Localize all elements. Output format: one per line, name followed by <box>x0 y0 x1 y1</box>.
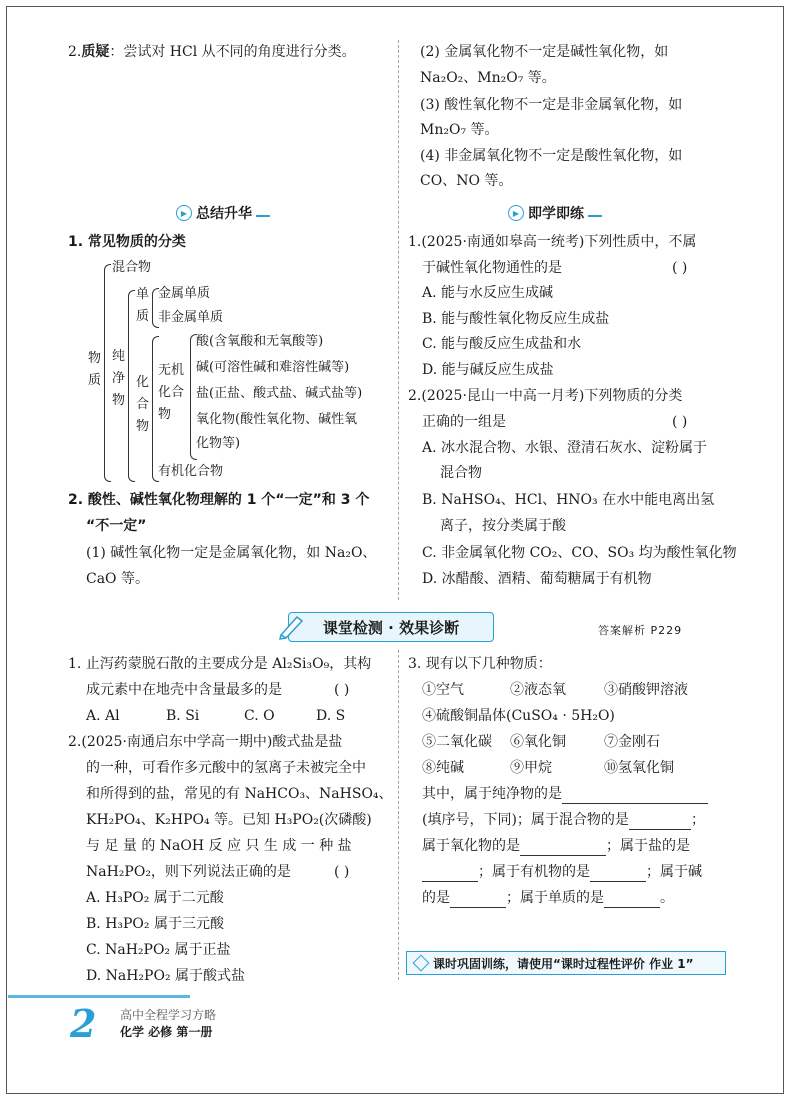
item-6: ⑥氧化铜 <box>510 734 566 750</box>
test-q2-line-5: NaH₂PO₂，则下列说法正确的是 <box>86 864 291 880</box>
summary-heading: ▶ 总结升华 <box>176 203 270 223</box>
summary-p1a: (1) 碱性氧化物一定是金属氧化物，如 Na₂O、 <box>86 545 377 561</box>
item-3: ③硝酸钾溶液 <box>604 682 688 698</box>
test-q1-paren: ( ) <box>334 682 350 698</box>
test-q1-opt-b: B. Si <box>166 708 200 724</box>
fill-line-4: ；属于有机物的是 ；属于碱 <box>422 862 702 882</box>
item-8: ⑧纯碱 <box>422 760 464 776</box>
practice-q2-opt-b1: B. NaHSO₄、HCl、HNO₃ 在水中能电离出氢 <box>422 492 715 508</box>
summary-title-2b: “不一定” <box>86 518 147 534</box>
tree-inorganic: 无机化合物 <box>158 363 185 422</box>
tree-nonmetal-simple: 非金属单质 <box>158 310 224 325</box>
practice-q1b: 于碱性氧化物通性的是 <box>422 260 562 276</box>
test-q1-opt-c: C. O <box>244 708 275 724</box>
practice-q1-opt-d: D. 能与碱反应生成盐 <box>422 362 554 378</box>
practice-q1a: 1.(2025·南通如皋高一统考)下列性质中，不属 <box>408 234 697 250</box>
tree-oxide-1: 氧化物(酸性氧化物、碱性氧 <box>196 412 358 427</box>
blank-mixture[interactable] <box>629 815 691 830</box>
right-top-line-0: (2) 金属氧化物不一定是碱性氧化物，如 <box>420 44 669 60</box>
item-1: ①空气 <box>422 682 464 698</box>
blank-salt[interactable] <box>422 867 478 882</box>
practice-q2-opt-d: D. 冰醋酸、酒精、葡萄糖属于有机物 <box>422 571 652 587</box>
tree-salt: 盐(正盐、酸式盐、碱式盐等) <box>196 386 363 401</box>
tree-brace-root <box>104 264 111 482</box>
summary-title-2a: 2. 酸性、碱性氧化物理解的 1 个“一定”和 3 个 <box>68 492 370 508</box>
blank-pure[interactable] <box>562 789 708 804</box>
footer-series: 高中全程学习方略 <box>120 1008 217 1022</box>
item-2: ②液态氧 <box>510 682 566 698</box>
blank-oxide[interactable] <box>520 841 606 856</box>
summary-p1b: CaO 等。 <box>86 571 149 587</box>
heading-underline <box>588 209 602 217</box>
test-q2-line-0: 2.(2025·南通启东中学高一期中)酸式盐是盐 <box>68 734 343 750</box>
practice-q2-opt-b2: 离子，按分类属于酸 <box>440 518 566 534</box>
column-divider-top <box>398 40 399 600</box>
practice-heading: ▶ 即学即练 <box>508 203 602 223</box>
practice-q2-opt-c: C. 非金属氧化物 CO₂、CO、SO₃ 均为酸性氧化物 <box>422 545 737 561</box>
practice-q2-opt-a2: 混合物 <box>440 465 482 481</box>
heading-underline <box>256 209 270 217</box>
tree-pure: 纯净物 <box>112 349 126 408</box>
blank-simple[interactable] <box>604 893 660 908</box>
summary-title-1: 1. 常见物质的分类 <box>68 234 186 250</box>
practice-q1-paren: ( ) <box>672 260 688 276</box>
test-q1-opt-d: D. S <box>316 708 346 724</box>
test-q2-paren: ( ) <box>334 864 350 880</box>
test-q2-line-2: 和所得到的盐，常见的有 NaHCO₃、NaHSO₄、 <box>86 786 393 802</box>
practice-q1-opt-c: C. 能与酸反应生成盐和水 <box>422 336 582 352</box>
fill-line-3: 属于氧化物的是 ；属于盐的是 <box>422 838 690 854</box>
right-top-line-3: Mn₂O₇ 等。 <box>420 122 499 138</box>
test-q2-opt-c: C. NaH₂PO₂ 属于正盐 <box>86 942 231 958</box>
test-q2-opt-b: B. H₃PO₂ 属于三元酸 <box>86 916 224 932</box>
fill-line-5: 的是 ；属于单质的是 。 <box>422 890 674 906</box>
footer-book: 化学 必修 第一册 <box>120 1025 213 1039</box>
diamond-icon <box>413 955 430 972</box>
tree-brace-pure <box>128 290 135 482</box>
right-top-line-5: CO、NO 等。 <box>420 173 513 189</box>
item-10: ⑩氢氧化铜 <box>604 760 674 776</box>
footer-rule <box>8 995 190 998</box>
practice-q2-opt-a1: A. 冰水混合物、水银、澄清石灰水、淀粉属于 <box>422 440 708 456</box>
blank-base[interactable] <box>450 893 506 908</box>
practice-q1-opt-b: B. 能与酸性氧化物反应生成盐 <box>422 311 610 327</box>
tree-oxide-2: 化物等) <box>196 436 241 451</box>
play-circle-icon: ▶ <box>508 205 524 221</box>
right-top-line-4: (4) 非金属氧化物不一定是酸性氧化物，如 <box>420 148 683 164</box>
test-q2-line-3: KH₂PO₄、K₂HPO₄ 等。已知 H₃PO₂(次磷酸) <box>86 812 372 828</box>
tree-simple: 单质 <box>136 287 150 324</box>
test-q2-opt-d: D. NaH₂PO₂ 属于酸式盐 <box>86 968 246 984</box>
practice-q1-opt-a: A. 能与水反应生成碱 <box>422 285 554 301</box>
fill-line-1: 其中，属于纯净物的是 <box>422 784 708 804</box>
fill-line-2: (填序号，下同)；属于混合物的是 ； <box>422 812 705 828</box>
blank-organic[interactable] <box>590 867 646 882</box>
item-4: ④硫酸铜晶体(CuSO₄ · 5H₂O) <box>422 708 615 724</box>
column-divider-bottom <box>398 650 399 980</box>
answer-reference: 答案解析 P229 <box>598 624 683 637</box>
test-q1b: 成元素中在地壳中含量最多的是 <box>86 682 282 698</box>
left-q2: 2.质疑：尝试对 HCl 从不同的角度进行分类。 <box>68 44 356 60</box>
tree-mixture: 混合物 <box>112 260 152 275</box>
pen-icon <box>277 611 307 641</box>
tree-acid: 酸(含氧酸和无氧酸等) <box>196 334 324 349</box>
tree-metal-simple: 金属单质 <box>158 286 211 301</box>
item-7: ⑦金刚石 <box>604 734 660 750</box>
play-circle-icon: ▶ <box>176 205 192 221</box>
page-number: 2 <box>70 1001 97 1046</box>
tree-organic: 有机化合物 <box>158 464 224 479</box>
test-q1a: 1. 止泻药蒙脱石散的主要成分是 Al₂Si₃O₉，其构 <box>68 656 372 672</box>
test-q3: 3. 现有以下几种物质： <box>408 656 552 672</box>
test-q2-line-4: 与 足 量 的 NaOH 反 应 只 生 成 一 种 盐 <box>86 838 352 854</box>
tree-root: 物质 <box>88 351 102 388</box>
test-q2-opt-a: A. H₃PO₂ 属于二元酸 <box>86 890 224 906</box>
test-q2-line-1: 的一种，可看作多元酸中的氢离子未被完全中 <box>86 760 366 776</box>
tree-compound: 化合物 <box>136 375 150 434</box>
item-5: ⑤二氧化碳 <box>422 734 492 750</box>
section-banner: 课堂检测 · 效果诊断 <box>288 612 494 642</box>
practice-q2-paren: ( ) <box>672 414 688 430</box>
practice-q2a: 2.(2025·昆山一中高一月考)下列物质的分类 <box>408 388 683 404</box>
item-9: ⑨甲烷 <box>510 760 552 776</box>
practice-q2b: 正确的一组是 <box>422 414 506 430</box>
right-top-line-2: (3) 酸性氧化物不一定是非金属氧化物，如 <box>420 97 683 113</box>
test-q1-opt-a: A. Al <box>86 708 120 724</box>
right-top-line-1: Na₂O₂、Mn₂O₇ 等。 <box>420 70 556 86</box>
tree-base: 碱(可溶性碱和难溶性碱等) <box>196 360 350 375</box>
homework-hint: 课时巩固训练，请使用“课时过程性评价 作业 1” <box>406 951 726 975</box>
